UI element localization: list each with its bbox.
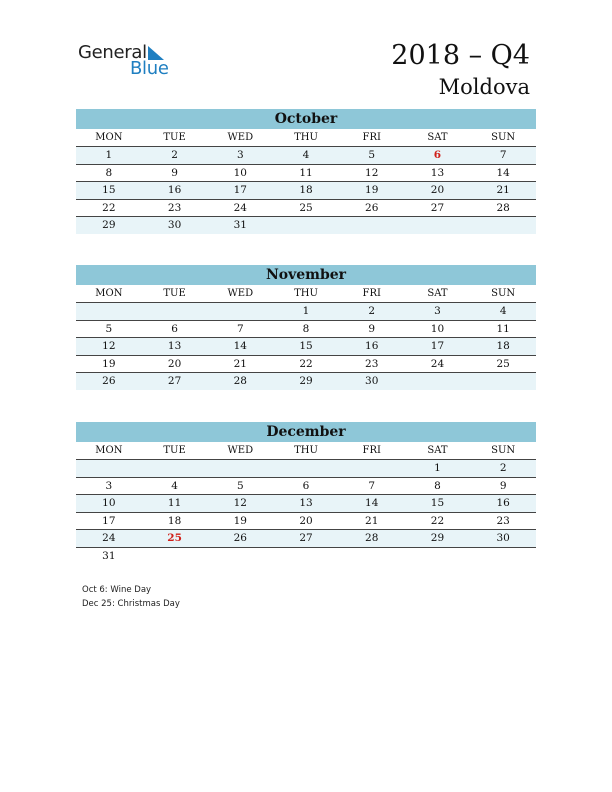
day-cell [339, 217, 405, 234]
day-cell: 17 [430, 340, 445, 352]
day-cell: 1 [302, 305, 310, 317]
day-cell: 19 [365, 184, 379, 196]
day-cell: 4 [171, 479, 178, 492]
day-cell: 20 [299, 514, 313, 527]
weekday-label: MON [95, 132, 123, 143]
day-cell [207, 460, 273, 477]
weekday-label: WED [227, 132, 254, 143]
page-title: 2018 – Q4 [391, 40, 530, 71]
day-cell [470, 548, 536, 565]
day-cell: 29 [102, 219, 116, 231]
day-cell: 13 [299, 497, 313, 509]
day-cell: 28 [365, 532, 379, 544]
logo-word-general: General [78, 42, 147, 63]
day-cell: 26 [365, 201, 379, 214]
week-row [76, 356, 536, 374]
week-row [76, 495, 536, 513]
day-cell: 26 [233, 532, 247, 544]
day-cell [470, 373, 536, 390]
day-cell: 2 [171, 149, 178, 161]
weekday-label: TUE [163, 445, 186, 456]
weekday-label: SUN [491, 132, 516, 143]
month-header: November [76, 265, 536, 285]
day-cell: 23 [167, 201, 182, 214]
day-cell: 28 [496, 201, 510, 214]
month-december [76, 422, 536, 564]
day-cell: 29 [299, 375, 313, 387]
day-cell: 21 [233, 357, 247, 370]
logo [78, 42, 178, 82]
weekday-label: TUE [163, 288, 186, 299]
day-cell [405, 217, 471, 234]
holiday-day-cell: 25 [167, 532, 182, 544]
day-cell [273, 217, 339, 234]
day-cell: 13 [430, 166, 445, 179]
day-cell: 9 [171, 166, 178, 179]
day-cell: 31 [233, 219, 247, 231]
day-cell: 10 [102, 497, 116, 509]
day-cell: 10 [233, 166, 247, 179]
weekday-label: SAT [427, 132, 448, 143]
day-cell [142, 548, 208, 565]
day-cell: 17 [102, 514, 116, 527]
day-cell: 15 [299, 340, 313, 352]
day-cell: 29 [430, 532, 445, 544]
day-cell: 26 [102, 375, 116, 387]
day-cell: 2 [368, 305, 376, 317]
month-october [76, 109, 536, 234]
day-cell [207, 548, 273, 565]
week-row [76, 200, 536, 218]
day-cell: 30 [365, 375, 379, 387]
week-row [76, 321, 536, 339]
day-cell: 12 [365, 166, 379, 179]
day-cell: 22 [102, 201, 116, 214]
day-cell: 20 [430, 184, 445, 196]
holiday-notes [82, 583, 180, 611]
holiday-day-cell: 6 [433, 149, 442, 161]
day-cell: 13 [167, 340, 182, 352]
day-cell: 12 [233, 497, 247, 509]
day-cell: 24 [102, 532, 116, 544]
day-cell [76, 303, 142, 320]
weekday-label: SAT [427, 288, 448, 299]
day-cell: 3 [236, 149, 244, 161]
month-header: October [76, 109, 536, 129]
day-cell: 16 [167, 184, 182, 196]
day-cell: 22 [430, 514, 445, 527]
day-cell: 20 [167, 357, 182, 370]
day-cell: 9 [499, 479, 507, 492]
day-cell: 5 [368, 149, 376, 161]
day-cell: 5 [236, 479, 244, 492]
day-cell: 19 [102, 357, 116, 370]
weekday-label: WED [227, 288, 254, 299]
day-cell [142, 303, 208, 320]
day-cell: 11 [299, 166, 313, 179]
weekday-label: THU [294, 288, 318, 299]
note-christmas-day: Dec 25: Christmas Day [82, 599, 180, 609]
day-cell: 11 [496, 322, 510, 335]
day-cell: 1 [434, 462, 441, 474]
day-cell: 8 [105, 166, 113, 179]
day-cell: 7 [499, 149, 507, 161]
logo-word-blue: Blue [130, 58, 169, 79]
weekday-label: SUN [491, 445, 516, 456]
week-row [76, 513, 536, 531]
day-cell: 30 [496, 532, 510, 544]
weekday-label: FRI [362, 445, 381, 456]
day-cell: 14 [496, 166, 510, 179]
day-cell [142, 460, 208, 477]
day-cell [339, 460, 405, 477]
day-cell [273, 460, 339, 477]
day-cell: 18 [496, 340, 510, 352]
day-cell [76, 460, 142, 477]
weekday-label: WED [227, 445, 254, 456]
week-row [76, 460, 536, 478]
day-cell: 27 [167, 375, 182, 387]
day-cell: 8 [302, 322, 310, 335]
week-row [76, 165, 536, 183]
day-cell [470, 217, 536, 234]
weekday-header-row [76, 129, 536, 147]
day-cell: 15 [430, 497, 445, 509]
weekday-label: TUE [163, 132, 186, 143]
week-row [76, 147, 536, 165]
weekday-header-row [76, 442, 536, 460]
week-row [76, 217, 536, 234]
weekday-label: SUN [491, 288, 516, 299]
day-cell: 30 [167, 219, 182, 231]
day-cell: 6 [171, 322, 178, 335]
day-cell: 14 [233, 340, 247, 352]
week-row [76, 303, 536, 321]
week-row [76, 182, 536, 200]
day-cell: 8 [434, 479, 441, 492]
day-cell: 7 [368, 479, 376, 492]
weekday-label: MON [95, 288, 123, 299]
day-cell: 14 [365, 497, 379, 509]
day-cell: 10 [430, 322, 445, 335]
month-header: December [76, 422, 536, 442]
weekday-header-row [76, 285, 536, 303]
day-cell: 22 [299, 357, 313, 370]
weekday-label: THU [294, 132, 318, 143]
day-cell: 21 [365, 514, 379, 527]
day-cell: 18 [299, 184, 313, 196]
day-cell: 23 [496, 514, 510, 527]
day-cell [207, 303, 273, 320]
day-cell: 19 [233, 514, 247, 527]
month-november [76, 265, 536, 390]
week-row [76, 548, 536, 565]
day-cell: 31 [102, 549, 116, 562]
day-cell: 25 [299, 201, 313, 214]
day-cell: 6 [302, 479, 310, 492]
weekday-label: SAT [427, 445, 448, 456]
day-cell: 4 [499, 305, 507, 317]
day-cell: 21 [496, 184, 510, 196]
day-cell: 27 [430, 201, 445, 214]
note-wine-day: Oct 6: Wine Day [82, 585, 152, 595]
day-cell: 17 [233, 184, 247, 196]
day-cell: 28 [233, 375, 247, 387]
day-cell: 3 [434, 305, 441, 317]
weekday-label: FRI [362, 288, 381, 299]
day-cell: 16 [365, 340, 379, 352]
country-name: Moldova [438, 75, 530, 99]
day-cell: 24 [233, 201, 247, 214]
day-cell: 15 [102, 184, 116, 196]
day-cell: 5 [105, 322, 113, 335]
day-cell: 23 [365, 357, 379, 370]
weekday-label: FRI [362, 132, 381, 143]
day-cell: 3 [105, 479, 113, 492]
day-cell: 2 [499, 462, 507, 474]
day-cell [405, 373, 471, 390]
day-cell: 25 [496, 357, 510, 370]
day-cell [339, 548, 405, 565]
weekday-label: THU [294, 445, 318, 456]
day-cell: 12 [102, 340, 116, 352]
week-row [76, 530, 536, 548]
day-cell: 9 [368, 322, 376, 335]
week-row [76, 338, 536, 356]
day-cell: 16 [496, 497, 510, 509]
week-row [76, 478, 536, 496]
day-cell: 11 [167, 497, 182, 509]
day-cell: 24 [430, 357, 445, 370]
week-row [76, 373, 536, 390]
day-cell: 1 [105, 149, 113, 161]
day-cell: 7 [236, 322, 244, 335]
weekday-label: MON [95, 445, 123, 456]
day-cell: 4 [302, 149, 310, 161]
day-cell: 27 [299, 532, 313, 544]
day-cell [273, 548, 339, 565]
day-cell: 18 [167, 514, 182, 527]
day-cell [405, 548, 471, 565]
